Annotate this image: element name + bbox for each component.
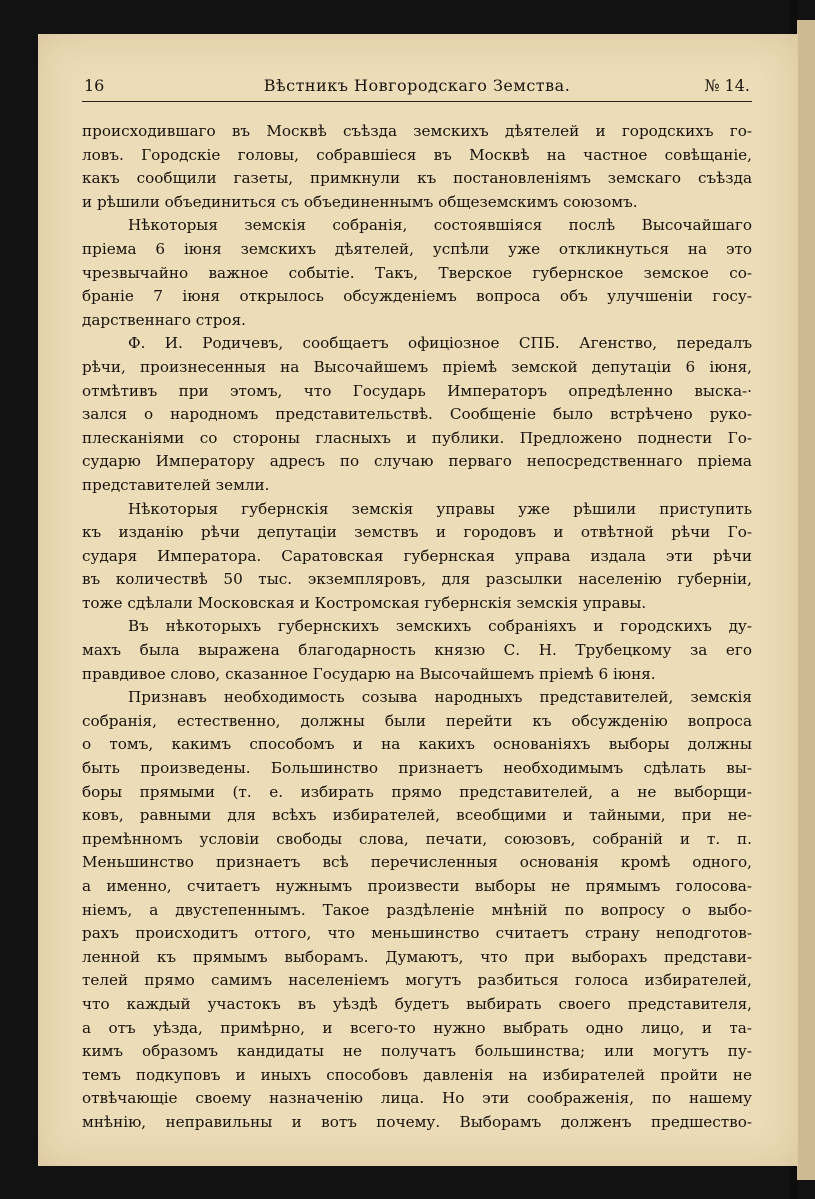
text-line: въ количествѣ 50 тыс. экземпляровъ, для разсылки населенію губерніи, (82, 570, 752, 589)
text-line: сударю Императору адресъ по случаю перваго непосредственнаго пріема (82, 452, 752, 471)
journal-title: Вѣстникъ Новгородскаго Земства. (263, 76, 571, 95)
text-line: темъ подкуповъ и иныхъ способовъ давленія на избирателей пройти не (82, 1065, 752, 1084)
text-line: премѣнномъ условіи свободы слова, печати, союзовъ, собраній и т. п. (82, 829, 752, 848)
text-line: отмѣтивъ при этомъ, что Государь Императоръ опредѣленно выска-· (82, 381, 752, 400)
text-line: Нѣкоторыя губернскія земскія управы уже рѣшили приступить (128, 499, 752, 518)
issue-number: № 14. (704, 76, 750, 95)
text-line: ніемъ, а двустепеннымъ. Такое раздѣленіе мнѣній по вопросу о выбо- (82, 900, 752, 919)
text-line: телей прямо самимъ населеніемъ могутъ разбиться голоса избирателей, (82, 971, 752, 990)
page-number: 16 (84, 76, 105, 95)
text-line: ковъ, равными для всѣхъ избирателей, всеобщими и тайными, при не- (82, 806, 752, 825)
text-line: ловъ. Городскіе головы, собравшіеся въ Москвѣ на частное совѣщаніе, (82, 145, 752, 164)
text-line: Меньшинство признаетъ всѣ перечисленныя основанія кромѣ одного, (82, 853, 752, 872)
text-line: а отъ уѣзда, примѣрно, и всего-то нужно выбрать одно лицо, и та- (82, 1018, 752, 1037)
text-line: ленной къ прямымъ выборамъ. Думаютъ, что при выборахъ представи- (82, 947, 752, 966)
text-line: махъ была выражена благодарность князю С. Н. Трубецкому за его (82, 641, 752, 660)
text-line: и рѣшили объединиться съ объединеннымъ общеземскимъ союзомъ. (82, 192, 638, 211)
text-line: Ф. И. Родичевъ, сообщаетъ офиціозное СПБ. Агенство, передалъ (128, 334, 752, 353)
text-line: браніе 7 іюня открылось обсужденіемъ вопроса объ улучшеніи госу- (82, 287, 752, 306)
text-line: чрезвычайно важное событіе. Такъ, Тверское губернское земское со- (82, 263, 752, 282)
text-line: быть произведены. Большинство признаетъ необходимымъ сдѣлать вы- (82, 759, 752, 778)
text-line: о томъ, какимъ способомъ и на какихъ основаніяхъ выборы должны (82, 735, 752, 754)
text-line: боры прямыми (т. е. избирать прямо представителей, а не выборщи- (82, 782, 752, 801)
next-page-edge (797, 20, 815, 1180)
text-line: а именно, считаетъ нужнымъ произвести выборы не прямымъ голосова- (82, 877, 752, 895)
text-line: Признавъ необходимость созыва народныхъ представителей, земскія (128, 688, 752, 707)
text-line: сударя Императора. Саратовская губернская управа издала эти рѣчи (82, 546, 752, 565)
text-line: плесканіями со стороны гласныхъ и публики. Предложено поднести Го- (82, 428, 752, 447)
text-line: рахъ происходитъ оттого, что меньшинство считаетъ страну неподготов- (82, 924, 752, 943)
text-line: къ изданію рѣчи депутаціи земствъ и городовъ и отвѣтной рѣчи Го- (82, 523, 752, 542)
text-line: дарственнаго строя. (82, 310, 246, 329)
header-rule (82, 101, 752, 102)
text-line: представителей земли. (82, 475, 270, 494)
text-line: какъ сообщили газеты, примкнули къ постановленіямъ земскаго съѣзда (82, 169, 752, 188)
text-line: что каждый участокъ въ уѣздѣ будетъ выбирать своего представителя, (82, 994, 752, 1013)
text-line: зался о народномъ представительствѣ. Сообщеніе было встрѣчено руко- (82, 405, 752, 424)
text-line: собранія, естественно, должны были перейти къ обсужденію вопроса (82, 711, 752, 730)
text-line: правдивое слово, сказанное Государю на Высочайшемъ пріемѣ 6 іюня. (82, 664, 656, 683)
text-line: Въ нѣкоторыхъ губернскихъ земскихъ собраніяхъ и городскихъ ду- (128, 617, 752, 636)
running-header (82, 76, 752, 102)
text-line: рѣчи, произнесенныя на Высочайшемъ пріемѣ земской депутаціи 6 іюня, (82, 357, 752, 376)
text-line: отвѣчающіе своему назначенію лица. Но эти соображенія, по нашему (82, 1089, 752, 1108)
text-line: кимъ образомъ кандидаты не получатъ большинства; или могутъ пу- (82, 1042, 752, 1061)
article-body (82, 120, 752, 1135)
text-line: мнѣнію, неправильны и вотъ почему. Выборамъ долженъ предшество- (82, 1112, 752, 1131)
text-line: пріема 6 іюня земскихъ дѣятелей, успѣли уже откликнуться на это (82, 239, 752, 258)
text-line: Нѣкоторыя земскія собранія, состоявшіяся послѣ Высочайшаго (128, 216, 752, 235)
text-line: происходившаго въ Москвѣ съѣзда земскихъ дѣятелей и городскихъ го- (82, 122, 752, 140)
text-line: тоже сдѣлали Московская и Костромская губернскія земскія управы. (82, 593, 647, 612)
